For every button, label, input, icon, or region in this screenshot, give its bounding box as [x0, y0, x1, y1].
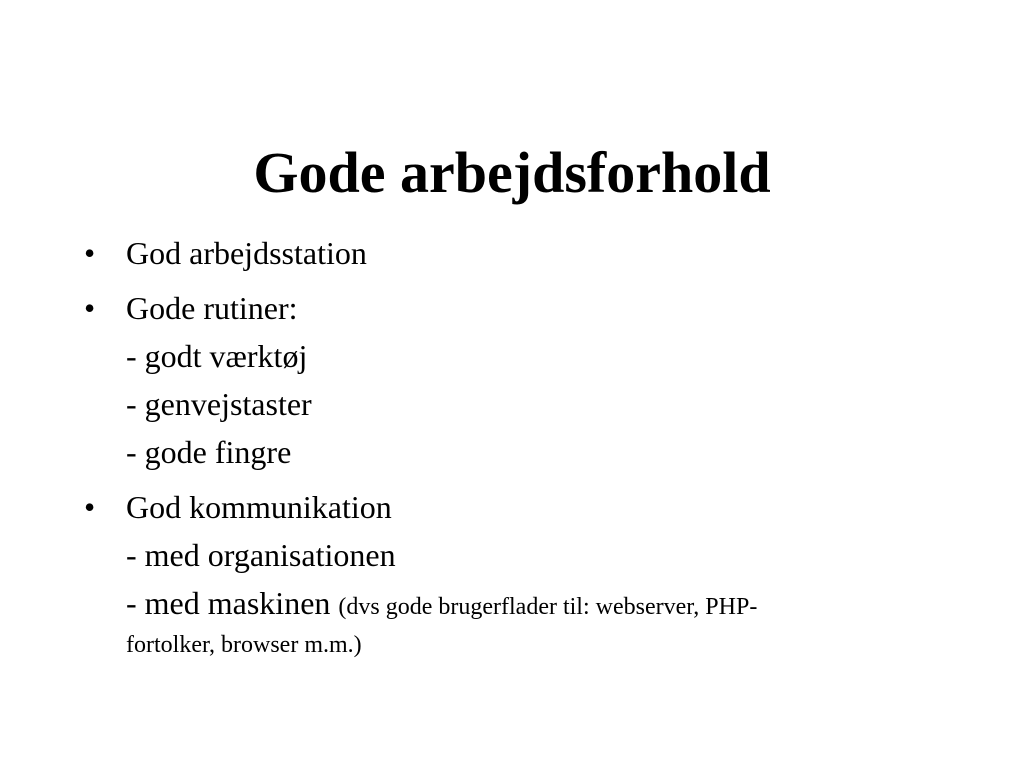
- sub-item-text: - genvejstaster: [126, 386, 312, 422]
- bullet-icon: •: [84, 489, 96, 525]
- bullet-icon: •: [84, 235, 96, 271]
- sub-item-text: - godt værktøj: [126, 338, 308, 374]
- slide-title: Gode arbejdsforhold: [253, 139, 771, 205]
- bullet-text: God kommunikation: [126, 489, 392, 525]
- bullet-item: [84, 229, 964, 277]
- bullet-text: Gode rutiner:: [126, 290, 298, 326]
- bullet-icon: •: [84, 290, 96, 326]
- bullet-list: [84, 229, 964, 670]
- sub-item-with-note: [126, 579, 964, 627]
- sub-item-text: - gode fingre: [126, 434, 292, 470]
- bullet-item: [84, 284, 964, 476]
- bullet-text: God arbejdsstation: [126, 235, 367, 271]
- sub-item-text: - med maskinen: [126, 585, 339, 621]
- sub-item-text: - med organisationen: [126, 537, 396, 573]
- note-text-continued: fortolker, browser m.m.): [126, 632, 362, 658]
- bullet-item: [84, 483, 964, 663]
- note-text: (dvs gode brugerflader til: webserver, PHP-: [338, 594, 758, 620]
